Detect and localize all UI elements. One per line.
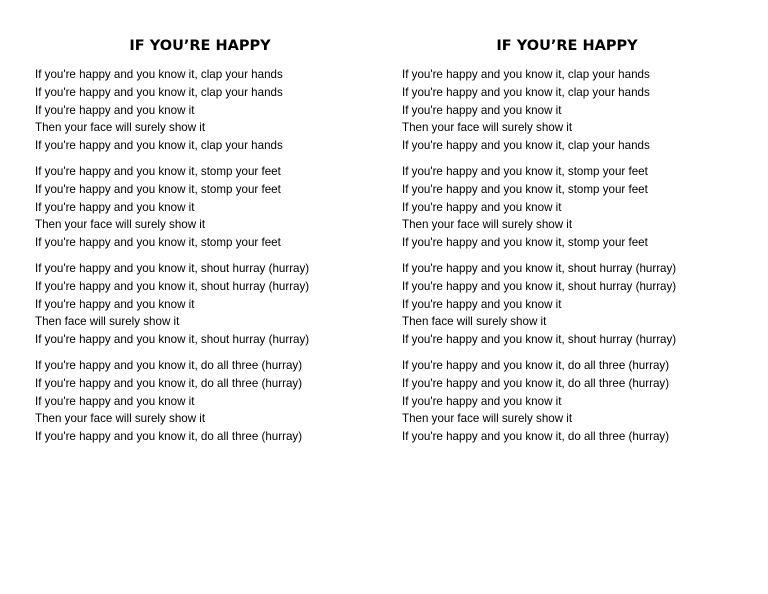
lyric-line: Then face will surely show it — [402, 315, 547, 329]
lyric-line: If you're happy and you know it, shout hurray (hurray) — [402, 333, 677, 347]
lyric-line: If you're happy and you know it, shout hurray (hurray) — [402, 279, 677, 293]
verse-2 — [35, 163, 375, 252]
lyric-line: If you're happy and you know it, clap your hands — [35, 139, 283, 153]
song-title: IF YOU’RE HAPPY — [496, 38, 638, 54]
verse-3 — [35, 260, 375, 349]
lyric-line: If you're happy and you know it, stomp your feet — [402, 164, 648, 178]
lyrics-column-right — [402, 36, 742, 454]
lyric-line: If you're happy and you know it, clap your hands — [402, 139, 650, 153]
lyric-line: If you're happy and you know it, shout hurray (hurray) — [35, 279, 310, 293]
lyric-line: If you're happy and you know it, clap your hands — [402, 68, 650, 81]
lyric-line: If you're happy and you know it, shout hurray (hurray) — [35, 261, 310, 275]
lyric-line: If you're happy and you know it, do all three (hurray) — [402, 358, 670, 372]
lyric-line: If you're happy and you know it, do all three (hurray) — [402, 430, 670, 444]
lyric-line: If you're happy and you know it — [35, 297, 195, 311]
verse-1 — [35, 66, 375, 155]
lyric-line: Then your face will surely show it — [35, 121, 206, 135]
lyric-line: If you're happy and you know it — [35, 394, 195, 408]
lyric-line: If you're happy and you know it, shout hurray (hurray) — [35, 333, 310, 347]
lyric-line: If you're happy and you know it, do all three (hurray) — [35, 358, 303, 372]
lyric-line: If you're happy and you know it, do all three (hurray) — [35, 430, 303, 444]
verse-3 — [402, 260, 742, 349]
verse-4 — [35, 357, 375, 446]
lyric-line: Then your face will surely show it — [402, 121, 573, 135]
lyric-line: If you're happy and you know it — [402, 103, 562, 117]
lyric-line: Then face will surely show it — [35, 315, 180, 329]
verse-2 — [402, 163, 742, 252]
lyric-line: If you're happy and you know it, stomp your feet — [402, 182, 648, 196]
lyric-line: If you're happy and you know it — [35, 103, 195, 117]
lyric-line: Then your face will surely show it — [402, 412, 573, 426]
verse-4 — [402, 357, 742, 446]
lyric-line: Then your face will surely show it — [402, 218, 573, 232]
lyrics-column-left — [35, 36, 375, 454]
lyric-line: If you're happy and you know it, clap your hands — [35, 68, 283, 81]
lyric-line: If you're happy and you know it — [402, 394, 562, 408]
lyric-line: If you're happy and you know it, do all three (hurray) — [35, 376, 303, 390]
lyric-line: If you're happy and you know it, stomp your feet — [402, 236, 648, 250]
lyric-line: If you're happy and you know it, clap your hands — [35, 85, 283, 99]
lyric-line: If you're happy and you know it, do all three (hurray) — [402, 376, 670, 390]
lyric-line: If you're happy and you know it, shout hurray (hurray) — [402, 261, 677, 275]
verse-1 — [402, 66, 742, 155]
lyric-line: If you're happy and you know it — [402, 297, 562, 311]
lyric-line: If you're happy and you know it, clap your hands — [402, 85, 650, 99]
lyric-line: Then your face will surely show it — [35, 218, 206, 232]
lyric-line: If you're happy and you know it — [35, 200, 195, 214]
lyric-line: If you're happy and you know it — [402, 200, 562, 214]
lyric-line: If you're happy and you know it, stomp your feet — [35, 182, 281, 196]
lyric-line: If you're happy and you know it, stomp your feet — [35, 236, 281, 250]
song-title: IF YOU’RE HAPPY — [129, 38, 271, 54]
lyric-line: Then your face will surely show it — [35, 412, 206, 426]
lyric-line: If you're happy and you know it, stomp your feet — [35, 164, 281, 178]
